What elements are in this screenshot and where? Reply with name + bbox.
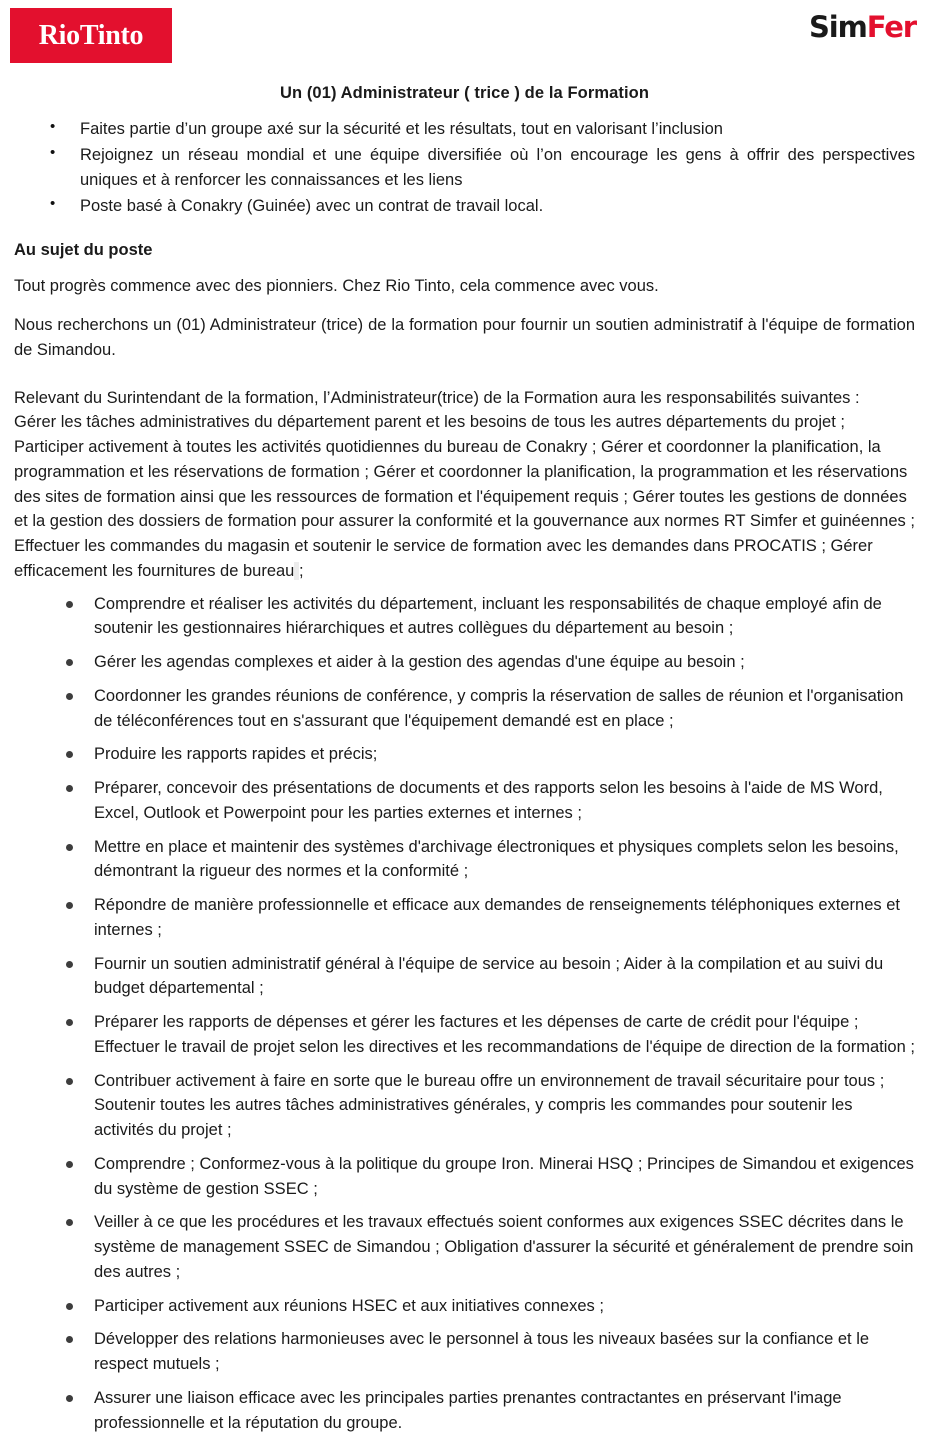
- list-item: Participer activement aux réunions HSEC et aux initiatives connexes ;: [14, 1294, 915, 1319]
- list-item: • Faites partie d’un groupe axé sur la sécurité et les résultats, tout en valorisant l’inclusion: [14, 117, 915, 142]
- responsibilities-body-text: Gérer les tâches administratives du département parent et les besoins de tous les autres départements du projet ; Participer activement à toutes les activités quotidiennes du bureau de Conakry ; Gérer et coordonner la planification, la programmation et les réservations de formation ; Gérer et coordonner la planification, la programmation et les réservations des sites de formation ainsi que les ressources de formation et l'équipement requis ; Gérer toutes les gestions de données et la gestion des dossiers de formation pour assurer la conformité et la gouvernance aux normes RT Simfer et guinéennes ; Effectuer les commandes du magasin et soutenir le service de formation avec les demandes dans PROCATIS ; Gérer efficacement les fournitures de bureau: [14, 413, 915, 580]
- riotinto-logo: [10, 8, 172, 63]
- document-body: [0, 84, 928, 1435]
- list-item: Comprendre et réaliser les activités du département, incluant les responsabilités de chaque employé afin de soutenir les gestionnaires hiérarchiques et autres collègues du département au besoin ;: [14, 592, 915, 642]
- responsibilities-body-tail: ;: [298, 561, 304, 580]
- list-item: Produire les rapports rapides et précis;: [14, 742, 915, 767]
- list-item: Veiller à ce que les procédures et les travaux effectués soient conformes aux exigences SSEC décrites dans le système de management SSEC de Simandou ; Obligation d'assurer la sécurité et généralement de prendre soin des autres ;: [14, 1210, 915, 1284]
- list-item: Mettre en place et maintenir des systèmes d'archivage électroniques et physiques complets selon les besoins, démontrant la rigueur des normes et la conformité ;: [14, 835, 915, 885]
- list-item: Préparer, concevoir des présentations de documents et des rapports selon les besoins à l'aide de MS Word, Excel, Outlook et Powerpoint pour les parties externes et internes ;: [14, 776, 915, 826]
- list-item: Contribuer activement à faire en sorte que le bureau offre un environnement de travail sécuritaire pour tous ; Soutenir toutes les autres tâches administratives générales, y compris les commandes pour soutenir les activités du projet ;: [14, 1069, 915, 1143]
- simfer-logo-sim: Sim: [808, 10, 867, 44]
- responsibilities-body: [14, 410, 915, 583]
- document-header: [0, 0, 928, 72]
- list-item: Préparer les rapports de dépenses et gérer les factures et les dépenses de carte de crédit pour l'équipe ; Effectuer le travail de projet selon les directives et les recommandations de l'équipe de direction de la formation ;: [14, 1010, 915, 1060]
- list-item: Comprendre ; Conformez-vous à la politique du groupe Iron. Minerai HSQ ; Principes de Simandou et exigences du système de gestion SSEC ;: [14, 1152, 915, 1202]
- section-heading-about: Au sujet du poste: [14, 241, 153, 260]
- list-item: • Poste basé à Conakry (Guinée) avec un contrat de travail local.: [14, 194, 915, 219]
- intro-bullet-list: [14, 117, 915, 219]
- list-item: Fournir un soutien administratif général à l'équipe de service au besoin ; Aider à la compilation et au suivi du budget départemental ;: [14, 952, 915, 1002]
- page-title: Un (01) Administrateur ( trice ) de la Formation: [279, 84, 650, 102]
- list-item: Assurer une liaison efficace avec les principales parties prenantes contractantes en préservant l'image professionnelle et la réputation du groupe.: [14, 1386, 915, 1435]
- simfer-logo-fer: Fer: [866, 10, 916, 44]
- about-paragraph-2: Nous recherchons un (01) Administrateur (trice) de la formation pour fournir un soutien administratif à l'équipe de formation de Simandou.: [14, 316, 915, 360]
- list-item: Gérer les agendas complexes et aider à la gestion des agendas d'une équipe au besoin ;: [14, 650, 915, 675]
- simfer-logo: [808, 10, 916, 44]
- riotinto-logo-text: RioTinto: [38, 19, 144, 51]
- list-item: Répondre de manière professionnelle et efficace aux demandes de renseignements téléphoniques externes et internes ;: [14, 893, 915, 943]
- responsibilities-intro: Relevant du Surintendant de la formation, l’Administrateur(trice) de la Formation aura les responsabilités suivantes :: [14, 388, 860, 407]
- list-item: Développer des relations harmonieuses avec le personnel à tous les niveaux basées sur la confiance et le respect mutuels ;: [14, 1327, 915, 1377]
- about-paragraph-1: Tout progrès commence avec des pionniers. Chez Rio Tinto, cela commence avec vous.: [14, 277, 659, 296]
- list-item: Coordonner les grandes réunions de conférence, y compris la réservation de salles de réunion et l'organisation de téléconférences tout en s'assurant que l'équipement demandé est en place ;: [14, 684, 915, 734]
- list-item: • Rejoignez un réseau mondial et une équipe diversifiée où l’on encourage les gens à offrir des perspectives uniques et à renforcer les connaissances et les liens: [14, 143, 915, 193]
- duties-list: [14, 592, 915, 1435]
